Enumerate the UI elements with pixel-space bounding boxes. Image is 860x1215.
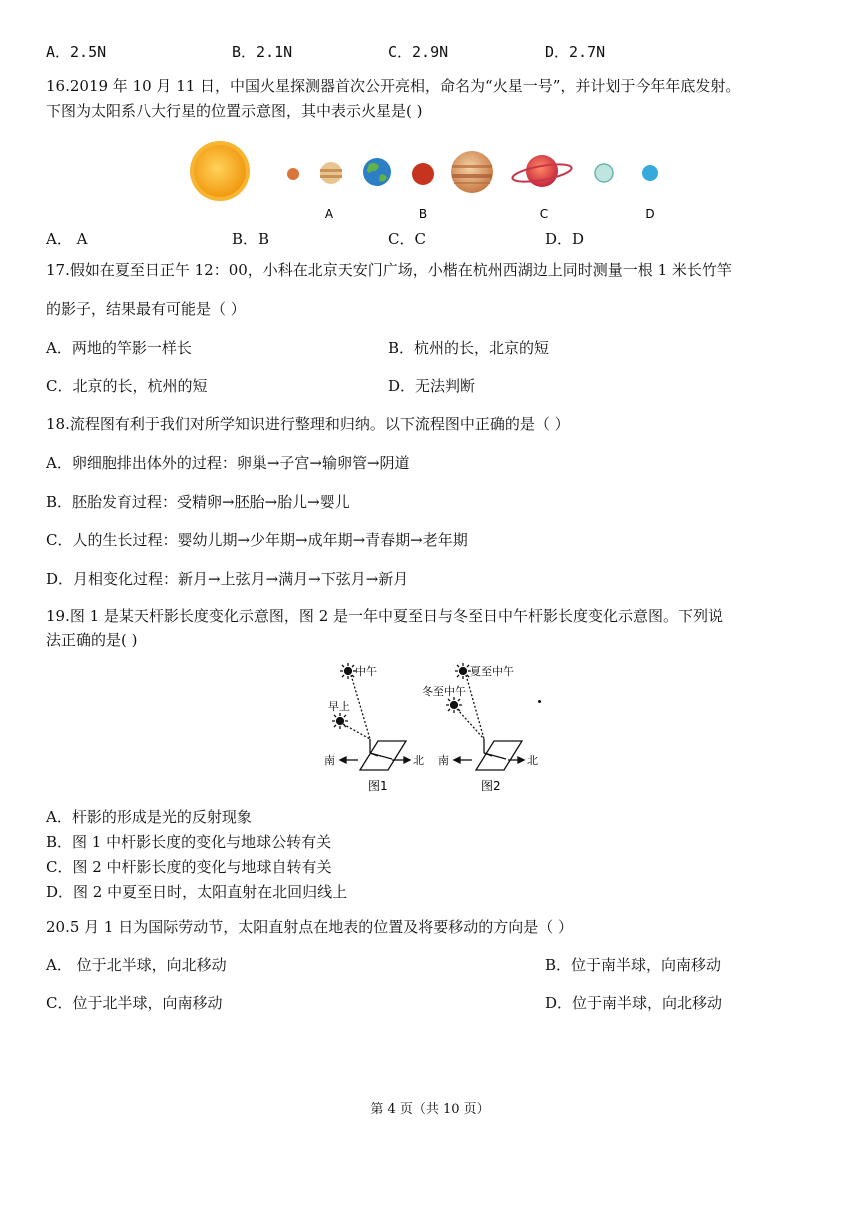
q16-option-b[interactable]: B．B: [232, 230, 270, 248]
q19-option-a[interactable]: A．杆影的形成是光的反射现象: [46, 808, 252, 826]
q16-stem-line1: 16.2019 年 10 月 11 日，中国火星探测器首次公开亮相，命名为“火星一号”，并计划于今年年底发射。: [46, 77, 741, 95]
q15-option-d[interactable]: D．2.7N: [545, 43, 606, 61]
q17-option-a[interactable]: A．两地的竿影一样长: [46, 339, 192, 357]
figure-2: [446, 663, 524, 770]
q20-option-b[interactable]: B．位于南半球，向南移动: [545, 956, 722, 974]
mercury-icon: [287, 168, 299, 180]
q17-stem-line2: 的影子，结果最有可能是（ ）: [46, 300, 246, 318]
summer-sun-icon: [455, 663, 471, 679]
q17-option-c[interactable]: C．北京的长，杭州的短: [46, 377, 208, 395]
planets-figure: [178, 138, 668, 228]
q18-option-c[interactable]: C．人的生长过程：婴幼儿期→少年期→成年期→青春期→老年期: [46, 531, 468, 549]
fig1-caption: 图1: [368, 779, 388, 793]
fig1-noon-label: 中午: [355, 665, 377, 678]
uranus-icon: [595, 164, 613, 182]
q17-stem-line1: 17.假如在夏至日正午 12：00，小科在北京天安门广场，小楷在杭州西湖边上同时测量一根 1 米长竹竿: [46, 261, 732, 279]
q18-option-d[interactable]: D．月相变化过程：新月→上弦月→满月→下弦月→新月: [46, 570, 409, 588]
q17-option-b[interactable]: B．杭州的长，北京的短: [388, 339, 550, 357]
q19-option-c[interactable]: C．图 2 中杆影长度的变化与地球自转有关: [46, 858, 332, 876]
q15-option-c[interactable]: C．2.9N: [388, 43, 449, 61]
earth-icon: [363, 158, 391, 186]
q15-option-a[interactable]: A．2.5N: [46, 43, 107, 61]
q17-option-d[interactable]: D．无法判断: [388, 377, 476, 395]
figure-label-b: B: [418, 207, 428, 221]
q20-stem: 20.5 月 1 日为国际劳动节，太阳直射点在地表的位置及将要移动的方向是（ ）: [46, 918, 574, 936]
fig1-morning-label: 早上: [328, 700, 350, 713]
q20-option-c[interactable]: C．位于北半球，向南移动: [46, 994, 223, 1012]
mars-icon: [412, 163, 434, 185]
figure-label-d: D: [645, 207, 655, 221]
stray-dot: [538, 700, 541, 703]
q16-stem-line2: 下图为太阳系八大行星的位置示意图，其中表示火星是( ): [46, 102, 423, 120]
fig2-caption: 图2: [481, 779, 501, 793]
sun-icon: [190, 141, 250, 201]
q16-option-c[interactable]: C．C: [388, 230, 426, 248]
q20-option-a[interactable]: A． 位于北半球，向北移动: [46, 956, 227, 974]
venus-icon: [320, 162, 342, 184]
q16-option-d[interactable]: D．D: [545, 230, 585, 248]
fig1-north-label: 北: [413, 754, 424, 767]
q18-option-b[interactable]: B．胚胎发育过程：受精卵→胚胎→胎儿→婴儿: [46, 493, 350, 511]
winter-sun-icon: [446, 697, 462, 713]
q15-option-b[interactable]: B．2.1N: [232, 43, 293, 61]
q19-stem-line2: 法正确的是( ): [46, 631, 138, 649]
q18-stem: 18.流程图有利于我们对所学知识进行整理和归纳。以下流程图中正确的是（ ）: [46, 415, 570, 433]
page-footer: 第 4 页（共 10 页）: [370, 1102, 490, 1117]
figure-1: [332, 663, 410, 770]
fig2-summer-label: 夏至中午: [470, 665, 514, 678]
fig2-winter-label: 冬至中午: [422, 685, 466, 698]
q19-option-b[interactable]: B．图 1 中杆影长度的变化与地球公转有关: [46, 833, 332, 851]
q18-option-a[interactable]: A．卵细胞排出体外的过程：卵巢→子宫→输卵管→阴道: [46, 454, 410, 472]
morning-sun-icon: [332, 713, 348, 729]
q19-option-d[interactable]: D．图 2 中夏至日时，太阳直射在北回归线上: [46, 883, 348, 901]
figure-label-a: A: [324, 207, 334, 221]
figure-label-c: C: [539, 207, 549, 221]
neptune-icon: [642, 165, 658, 181]
fig1-south-label: 南: [324, 754, 335, 767]
noon-sun-icon: [340, 663, 356, 679]
shadow-figures: [320, 655, 550, 800]
saturn-icon: [511, 155, 573, 187]
fig2-south-label: 南: [438, 754, 449, 767]
fig2-north-label: 北: [527, 754, 538, 767]
q19-stem-line1: 19.图 1 是某天杆影长度变化示意图，图 2 是一年中夏至日与冬至日中午杆影长度变化示意图。下列说: [46, 607, 724, 625]
q16-option-a[interactable]: A． A: [46, 230, 88, 248]
q20-option-d[interactable]: D．位于南半球，向北移动: [545, 994, 723, 1012]
jupiter-icon: [451, 151, 493, 193]
